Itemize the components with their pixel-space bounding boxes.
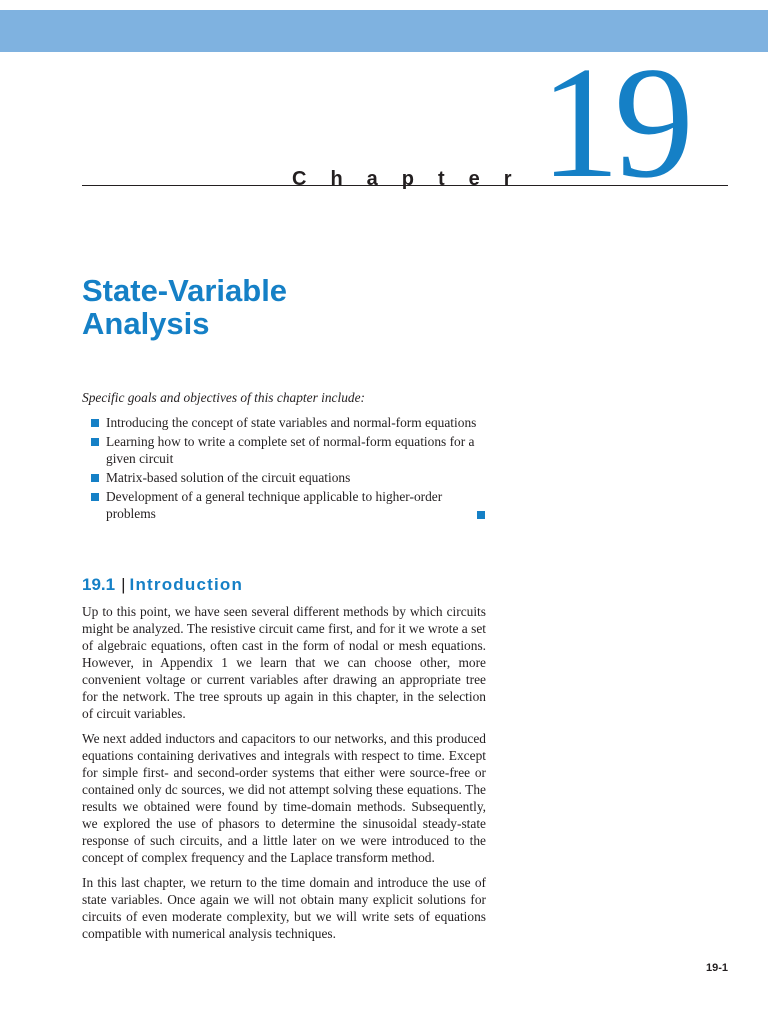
goal-item: [91, 469, 486, 486]
end-square-icon: [477, 511, 485, 519]
square-bullet-icon: [91, 474, 99, 482]
goal-item: [91, 414, 486, 431]
square-bullet-icon: [91, 419, 99, 427]
section-heading: [82, 575, 243, 595]
section-body: [82, 603, 486, 950]
body-paragraph: Up to this point, we have seen several different methods by which circuits might be analyzed. The resistive circuit came first, and for it we wrote a set of algebraic equations, often cast in the form of nodal or mesh equations. However, in Appendix 1 we learn that we can choose other, more convenient voltage or current variables after drawing an appropriate tree for the network. The tree sprouts up again in this chapter, in the selection of circuit variables.: [82, 604, 486, 721]
goals-intro: Specific goals and objectives of this chapter include:: [82, 390, 365, 405]
goal-text: Development of a general technique applicable to higher-order problems: [106, 489, 443, 521]
chapter-title-line-1: State-Variable: [82, 273, 288, 308]
goals-list: [91, 414, 486, 524]
body-paragraph: We next added inductors and capacitors to our networks, and this produced equations containing derivatives and integrals with respect to time. Except for simple first- and second-order systems that either were source-free or contained only dc sources, we did not attempt solving these equations. The results we obtained were found by time-domain methods. Subsequently, we explored the use of phasors to determine the sinusoidal steady-state response of such circuits, and a little later on we were introduced to the concept of complex frequency and the Laplace transform method.: [82, 731, 486, 865]
goal-item: [91, 488, 486, 522]
body-paragraph: In this last chapter, we return to the time domain and introduce the use of state variables. Once again we will not obtain many explicit solutions for circuits of even moderate complexity, but we will write sets of equations compatible with numerical analysis techniques.: [82, 875, 486, 941]
square-bullet-icon: [91, 493, 99, 501]
goal-text: Matrix-based solution of the circuit equations: [106, 470, 351, 485]
chapter-title-line-2: Analysis: [82, 306, 210, 341]
page-number: 19-1: [705, 962, 728, 974]
goal-text: Introducing the concept of state variables and normal-form equations: [106, 415, 477, 430]
square-bullet-icon: [91, 438, 99, 446]
chapter-number: 19: [540, 33, 688, 211]
chapter-title: [82, 274, 287, 340]
section-separator: |: [121, 575, 126, 594]
chapter-label: Chapter: [292, 168, 536, 190]
section-title: Introduction: [129, 575, 244, 594]
goal-text: Learning how to write a complete set of normal-form equations for a given circuit: [106, 434, 475, 466]
section-number: 19.1: [82, 575, 116, 594]
goal-item: [91, 433, 486, 467]
